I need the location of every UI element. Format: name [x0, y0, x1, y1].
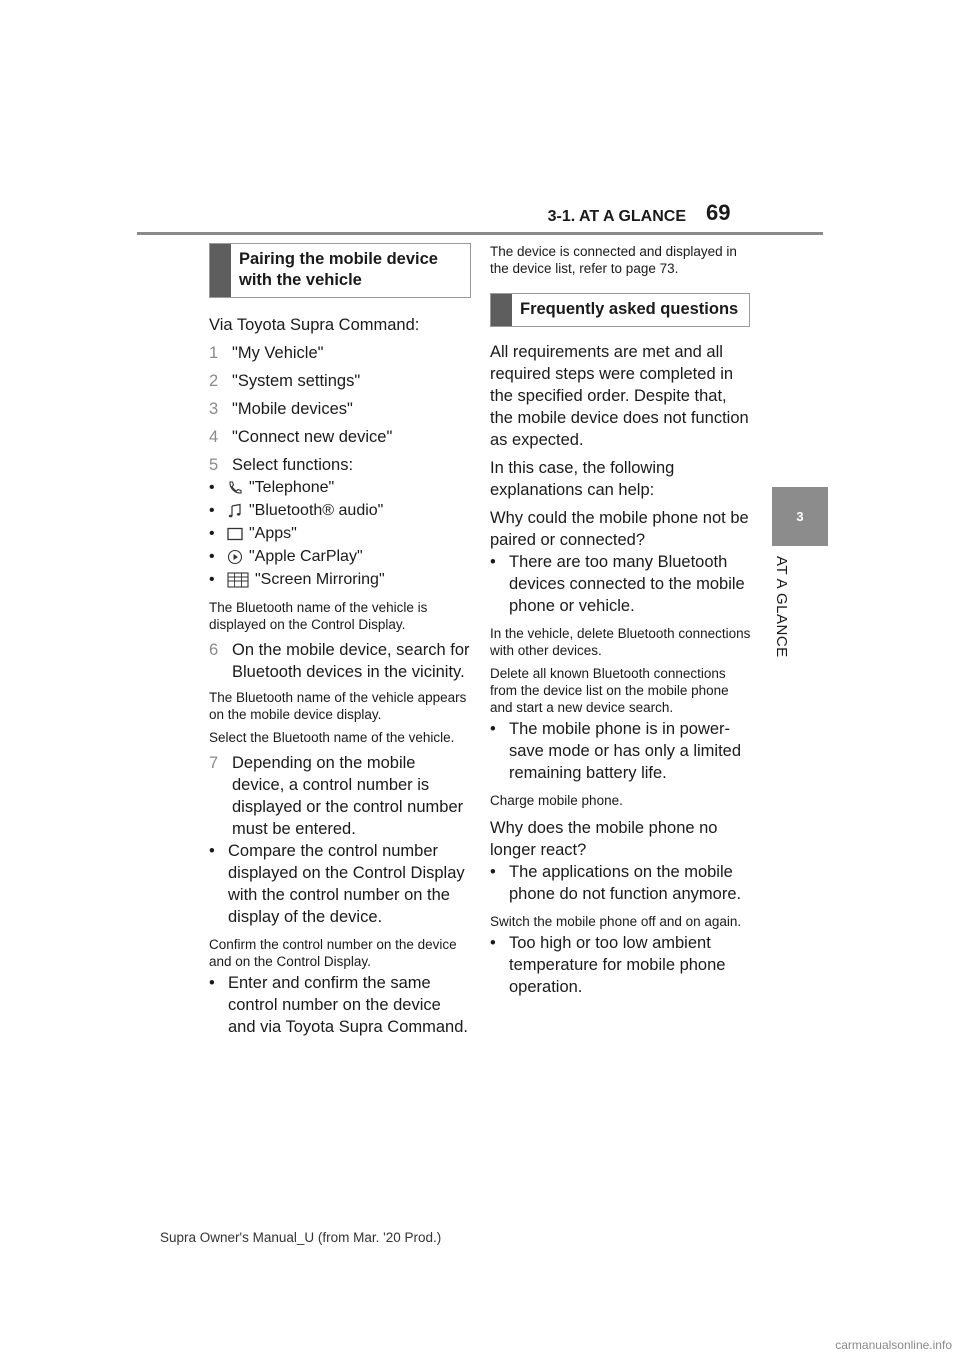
step-text: On the mobile device, search for Bluetooth devices in the vicinity.: [232, 641, 470, 681]
screen-mirroring-icon: [227, 572, 255, 588]
faq-question-2: Why does the mobile phone no longer react?: [490, 819, 718, 859]
faq-question-1: Why could the mobile phone not be paired or connected?: [490, 509, 749, 549]
bullet-text: Enter and confirm the same control number on the device and via Toyota Supra Command.: [228, 974, 468, 1036]
box-bar: [491, 294, 512, 326]
step-number: 4: [209, 428, 219, 446]
function-bluetooth-audio: • "Bluetooth® audio": [209, 499, 471, 522]
function-screen-mirroring: • "Screen Mirroring": [209, 568, 471, 591]
step-text: Select functions:: [232, 456, 354, 474]
q2-bullet-2: • Too high or too low ambient temperature for mobile phone operation.: [490, 932, 752, 998]
step-2: [209, 370, 471, 392]
function-text: "Bluetooth® audio": [249, 502, 384, 519]
step-5: [209, 454, 471, 476]
note-bluetooth-name: The Bluetooth name of the vehicle is displayed on the Control Display.: [209, 600, 428, 632]
q1-bullet-2: • The mobile phone is in power-save mode or has only a limited remaining battery life.: [490, 718, 752, 784]
apps-icon: [227, 527, 249, 541]
step-4: [209, 426, 471, 448]
function-text: "Telephone": [249, 479, 335, 496]
section-box-pairing: [209, 243, 471, 298]
box-title: Pairing the mobile device with the vehicle: [239, 250, 438, 289]
note-select-name: Select the Bluetooth name of the vehicle.: [209, 730, 455, 745]
box-bar: [210, 244, 231, 297]
step-number: 6: [209, 641, 219, 659]
step-number: 1: [209, 344, 219, 362]
chapter-tab: [772, 487, 828, 546]
step-number: 3: [209, 400, 219, 418]
step-1: [209, 342, 471, 364]
right-column: [490, 243, 752, 1000]
function-apps: • "Apps": [209, 522, 471, 545]
step-text: "My Vehicle": [232, 344, 324, 362]
chapter-label: AT A GLANCE: [773, 556, 790, 658]
carplay-icon: [227, 549, 249, 565]
step-7: [209, 752, 471, 840]
section-box-faq: [490, 293, 750, 327]
bullet-text: The applications on the mobile phone do not function anymore.: [509, 863, 742, 903]
q1-note-2: Delete all known Bluetooth connections from the device list on the mobile phone and start a new device search.: [490, 666, 729, 715]
q1-note-1: In the vehicle, delete Bluetooth connections with other devices.: [490, 626, 751, 658]
left-column: [209, 243, 471, 1040]
bullet-text: Too high or too low ambient temperature for mobile phone operation.: [509, 934, 726, 996]
q2-bullet-1: • The applications on the mobile phone do not function anymore.: [490, 861, 752, 905]
function-telephone: • "Telephone": [209, 476, 471, 499]
step-text: "Connect new device": [232, 428, 393, 446]
step-number: 5: [209, 456, 219, 474]
bullet-text: Compare the control number displayed on the Control Display with the control number on the display of the device.: [228, 842, 465, 926]
phone-icon: [227, 480, 249, 496]
function-text: "Screen Mirroring": [255, 571, 385, 588]
note-bluetooth-appears: The Bluetooth name of the vehicle appears on the mobile device display.: [209, 690, 467, 722]
function-apple-carplay: • "Apple CarPlay": [209, 545, 471, 568]
bullet-text: The mobile phone is in power-save mode or has only a limited remaining battery life.: [509, 720, 742, 782]
step-3: [209, 398, 471, 420]
function-text: "Apple CarPlay": [249, 548, 363, 565]
bullet-text: There are too many Bluetooth devices connected to the mobile phone or vehicle.: [509, 553, 745, 615]
music-note-icon: [227, 503, 249, 519]
step-number: 2: [209, 372, 219, 390]
bullet-enter: • Enter and confirm the same control number on the device and via Toyota Supra Command.: [209, 972, 471, 1038]
watermark: carmanualsonline.info: [835, 1338, 952, 1352]
note-confirm: Confirm the control number on the device and on the Control Display.: [209, 937, 457, 969]
chapter-number: 3: [796, 509, 804, 524]
q1-note-3: Charge mobile phone.: [490, 793, 623, 808]
faq-paragraph-1: All requirements are met and all required steps were completed in the specified order. Despite that, the mobile device does not function as expected.: [490, 343, 749, 449]
section-header: 3-1. AT A GLANCE: [547, 208, 686, 225]
note-device-connected: The device is connected and displayed in the device list, refer to page 73.: [490, 244, 737, 276]
q2-note-1: Switch the mobile phone off and on again.: [490, 914, 742, 929]
footer-manual-title: Supra Owner's Manual_U (from Mar. '20 Prod.): [160, 1230, 442, 1245]
step-text: "System settings": [232, 372, 361, 390]
step-text: "Mobile devices": [232, 400, 353, 418]
page-number: 69: [706, 200, 731, 225]
step-6: [209, 639, 471, 683]
box-title: Frequently asked questions: [520, 300, 739, 318]
step-text: Depending on the mobile device, a control number is displayed or the control number must be entered.: [232, 754, 464, 838]
q1-bullet-1: • There are too many Bluetooth devices connected to the mobile phone or vehicle.: [490, 551, 752, 617]
function-text: "Apps": [249, 525, 297, 542]
bullet-compare: • Compare the control number displayed on the Control Display with the control number on the display of the device.: [209, 840, 471, 928]
header-rule: [137, 232, 823, 235]
step-number: 7: [209, 754, 219, 772]
faq-paragraph-2: In this case, the following explanations can help:: [490, 459, 675, 499]
intro-text: Via Toyota Supra Command:: [209, 316, 420, 334]
